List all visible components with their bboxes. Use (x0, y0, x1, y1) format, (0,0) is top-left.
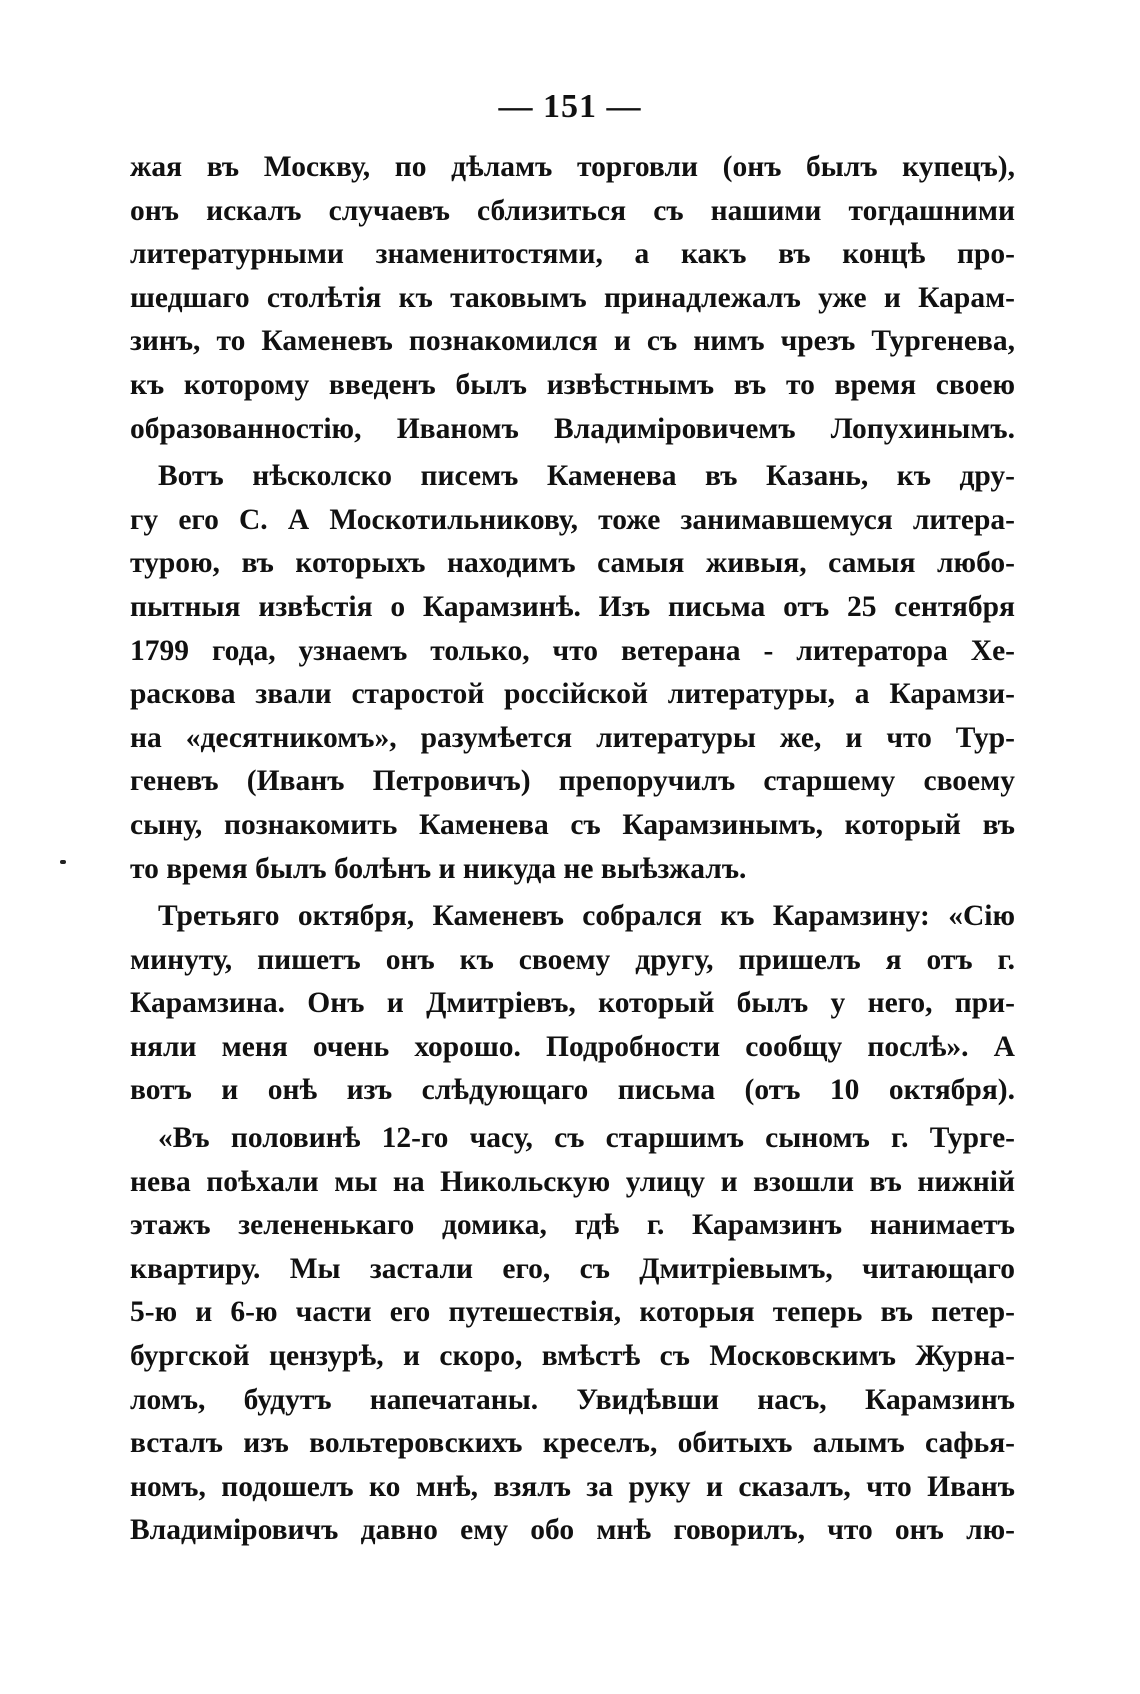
text-line: онъ искалъ случаевъ сблизиться съ нашими тогдашними (130, 194, 1015, 227)
text-line: геневъ (Иванъ Петровичъ) препоручилъ старшему своему (130, 765, 1015, 798)
page-number: — 151 — (498, 88, 642, 125)
text-line: на «десятникомъ», разумѣется литературы же, и что Тур- (130, 721, 1015, 754)
text-line: раскова звали старостой россійской литературы, а Карамзи- (130, 678, 1015, 711)
text-line: минуту, пишетъ онъ къ своему другу, пришелъ я отъ г. (130, 943, 1015, 976)
text-line: Третьяго октября, Каменевъ собрался къ Карамзину: «Сію (158, 900, 1015, 933)
text-line: Карамзина. Онъ и Дмитріевъ, который былъ у него, при- (130, 987, 1015, 1020)
text-line: то время былъ болѣнъ и никуда не выѣзжалъ. (130, 852, 747, 885)
text-line: 5-ю и 6-ю части его путешествія, которыя теперь въ петер- (130, 1296, 1015, 1329)
text-line: образованностію, Иваномъ Владиміровичемъ Лопухинымъ. (130, 412, 1015, 445)
text-line: няли меня очень хорошо. Подробности сообщу послѣ». А (130, 1030, 1015, 1063)
text-line: сыну, познакомить Каменева съ Карамзинымъ, который въ (130, 808, 1015, 841)
text-line: вотъ и онѣ изъ слѣдующаго письма (отъ 10 октября). (130, 1074, 1015, 1107)
text-line: всталъ изъ вольтеровскихъ креселъ, обитыхъ алымъ сафья- (130, 1427, 1015, 1460)
text-line: зинъ, то Каменевъ познакомился и съ нимъ чрезъ Тургенева, (130, 325, 1015, 358)
text-line: жая въ Москву, по дѣламъ торговли (онъ былъ купецъ), (130, 151, 1015, 183)
paragraph-4 (130, 1117, 1015, 1553)
text-line: турою, въ которыхъ находимъ самыя живыя, самыя любо- (130, 547, 1015, 580)
text-line: шедшаго столѣтія къ таковымъ принадлежалъ уже и Карам- (130, 281, 1015, 314)
text-line: къ которому введенъ былъ извѣстнымъ въ то время своею (130, 368, 1015, 401)
text-line: «Въ половинѣ 12-го часу, съ старшимъ сыномъ г. Турге- (158, 1122, 1015, 1155)
text-line: Вотъ нѣсколско писемъ Каменева въ Казань, къ дру- (158, 460, 1015, 493)
paragraph-1 (130, 146, 1015, 451)
text-line: номъ, подошелъ ко мнѣ, взялъ за руку и сказалъ, что Иванъ (130, 1470, 1015, 1503)
scan-speck (60, 860, 66, 864)
text-line: Владиміровичъ давно ему обо мнѣ говорилъ, что онъ лю- (130, 1514, 1015, 1547)
text-line: гу его С. А Москотильникову, тоже занимавшемуся литера- (130, 503, 1015, 536)
text-line: ломъ, будутъ напечатаны. Увидѣвши насъ, Карамзинъ (130, 1383, 1015, 1416)
text-line: 1799 года, узнаемъ только, что ветерана - литератора Хе- (130, 634, 1015, 667)
text-line: бургской цензурѣ, и скоро, вмѣстѣ съ Московскимъ Журна- (130, 1340, 1015, 1373)
text-line: этажъ зелененькаго домика, гдѣ г. Карамзинъ нанимаетъ (130, 1209, 1015, 1242)
body-text (130, 146, 1015, 1553)
text-line: литературными знаменитостями, а какъ въ концѣ про- (130, 238, 1015, 271)
paragraph-3 (130, 895, 1015, 1113)
paragraph-2 (130, 455, 1015, 891)
text-line: пытныя извѣстія о Карамзинѣ. Изъ письма отъ 25 сентября (130, 590, 1015, 623)
text-line: квартиру. Мы застали его, съ Дмитріевымъ, читающаго (130, 1252, 1015, 1285)
text-line: нева поѣхали мы на Никольскую улицу и взошли въ нижній (130, 1165, 1015, 1198)
